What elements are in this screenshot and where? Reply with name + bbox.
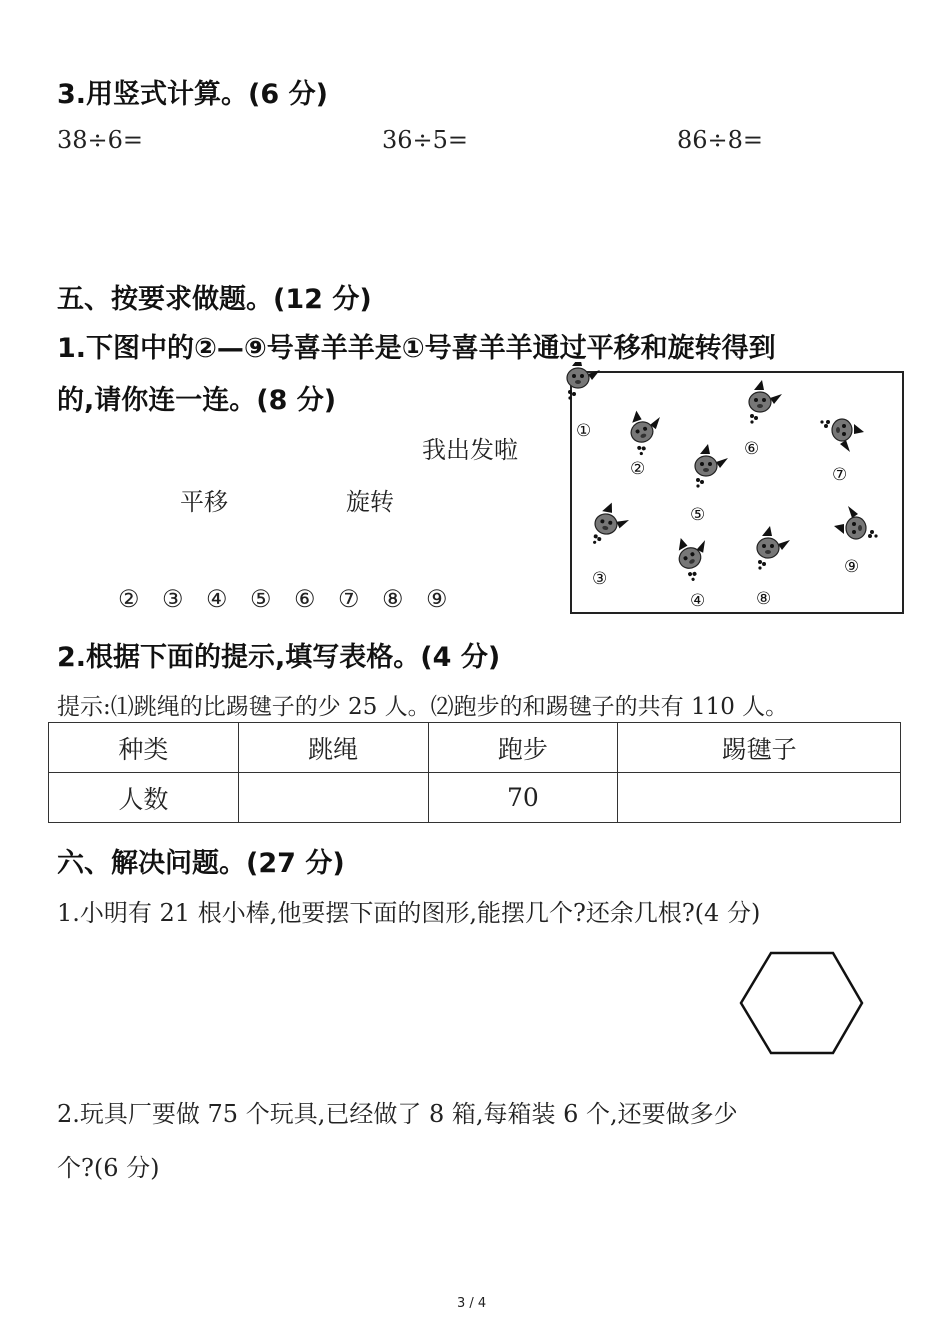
page-number: 3 / 4 — [457, 1296, 487, 1311]
data-table — [48, 722, 901, 823]
figure-label: ⑥ — [744, 439, 760, 459]
sheep-4 — [669, 528, 719, 582]
sheep-8 — [757, 526, 790, 570]
hexagon-shape — [738, 950, 866, 1058]
circle-number-list — [118, 585, 470, 613]
figure-label: ③ — [592, 569, 608, 589]
section-6-heading: 六、解决问题。(27 分) — [57, 848, 345, 879]
sec6-q2-line1: 2.玩具厂要做 75 个玩具,已经做了 8 箱,每箱装 6 个,还要做多少 — [57, 1100, 738, 1128]
q3-expression-3: 86÷8= — [677, 126, 764, 154]
sec6-q2-line2: 个?(6 分) — [57, 1154, 160, 1182]
figure-label: ⑧ — [756, 589, 772, 609]
sheep-figure — [560, 362, 906, 618]
sheep-5 — [695, 444, 728, 488]
table-header-cell: 跳绳 — [238, 723, 428, 773]
table-header-cell: 跑步 — [428, 723, 618, 773]
rotate-label: 旋转 — [346, 488, 394, 516]
table-cell: 70 — [428, 773, 618, 823]
q3-heading: 3.用竖式计算。(6 分) — [57, 79, 328, 110]
circle-number: ⑨ — [426, 585, 448, 613]
circle-number: ⑦ — [338, 585, 360, 613]
figure-label: ⑨ — [844, 557, 860, 577]
q3-expression-1: 38÷6= — [57, 126, 144, 154]
figure-label: ② — [630, 459, 646, 479]
table-cell-blank — [618, 773, 901, 823]
table-header-row — [49, 723, 901, 773]
figure-label: ⑤ — [690, 505, 706, 525]
sec6-q1: 1.小明有 21 根小棒,他要摆下面的图形,能摆几个?还余几根?(4 分) — [57, 899, 761, 927]
sec5-q1-line2: 的,请你连一连。(8 分) — [57, 385, 337, 416]
circle-number: ② — [118, 585, 140, 613]
section-5-heading: 五、按要求做题。(12 分) — [57, 284, 372, 315]
table-row — [49, 773, 901, 823]
table-cell: 人数 — [49, 773, 239, 823]
sheep-9 — [834, 506, 878, 539]
circle-number: ③ — [162, 585, 184, 613]
table-header-cell: 踢毽子 — [618, 723, 901, 773]
figure-label: ⑦ — [832, 465, 848, 485]
circle-number: ④ — [206, 585, 228, 613]
figure-label: ④ — [690, 591, 706, 611]
start-label: 我出发啦 — [422, 436, 518, 464]
table-header-cell: 种类 — [49, 723, 239, 773]
circle-number: ⑥ — [294, 585, 316, 613]
q3-expression-2: 36÷5= — [382, 126, 469, 154]
figure-label: ① — [576, 421, 592, 441]
circle-number: ⑤ — [250, 585, 272, 613]
sheep-6 — [749, 380, 782, 424]
sheep-2 — [624, 404, 670, 456]
sec5-q2-heading: 2.根据下面的提示,填写表格。(4 分) — [57, 642, 501, 673]
sheep-7 — [820, 419, 864, 452]
table-cell-blank — [238, 773, 428, 823]
move-label: 平移 — [180, 488, 228, 516]
circle-number: ⑧ — [382, 585, 404, 613]
sec5-q1-line1: 1.下图中的②—⑨号喜羊羊是①号喜羊羊通过平移和旋转得到 — [57, 333, 776, 364]
sheep-3 — [591, 500, 631, 549]
sec5-q2-hint: 提示:⑴跳绳的比踢毽子的少 25 人。⑵跑步的和踢毽子的共有 110 人。 — [57, 694, 789, 720]
